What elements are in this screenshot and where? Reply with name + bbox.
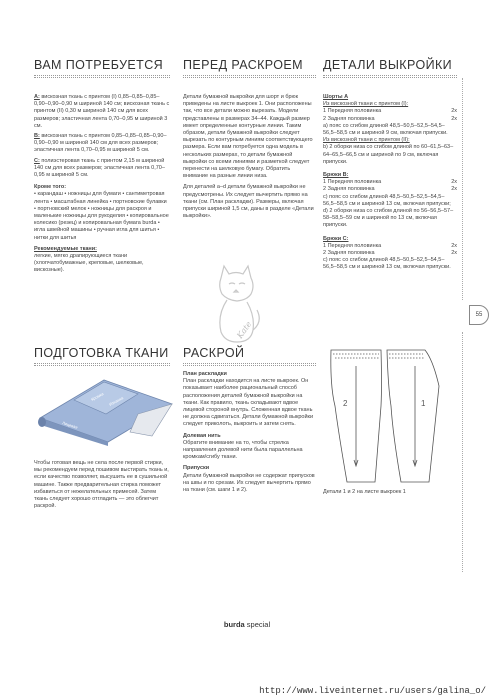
- trousers-b-c: c) пояс со сгибом длиной 48,5–50,5–52,5–54,5–56,5–58,5 см и шириной 13 см, включая припуски;: [323, 193, 451, 207]
- needs-section: [34, 58, 170, 275]
- besides-title: Кроме того:: [34, 184, 67, 191]
- shorts-a: a) пояс со сгибом длиной 48,5–50,5–52,5–54,5–56,5–58,5 см и шириной 9 см, включая припуски.: [323, 122, 448, 137]
- trousers-c-c: c) пояс со сгибом длиной 48,5–50,5–52,5–54,5–56,5–58,5 см и шириной 13 см, включая припуски.: [323, 257, 451, 271]
- detail-row: 2 Задняя половинка 2x: [323, 115, 457, 122]
- side-divider: [462, 78, 463, 300]
- before-title: ПЕРЕД РАСКРОЕМ: [183, 58, 303, 72]
- detail-row: 2 Задняя половинка 2x: [323, 186, 457, 193]
- detail-row: 1 Передняя половинка 2x: [323, 108, 457, 115]
- grain-title: Долевая нить: [183, 432, 221, 439]
- needs-title: ВАМ ПОТРЕБУЕТСЯ: [34, 58, 164, 72]
- shorts-b: b) 2 оборки низа со сгибом длиной по 60–61,5–63–64–65,5–66,5 см и шириной по 9 см, включая припуски.: [323, 144, 454, 165]
- pattern-caption: Детали 1 и 2 на листе выкроек 1: [323, 489, 406, 495]
- shorts-fabric2: Из вискозной ткани с принтом (II):: [323, 137, 410, 144]
- side-divider: [462, 332, 463, 572]
- trousers-b-d: d) 2 оборки низа со сгибом длиной по 56–56,5–57–58–58,5–59 см и шириной по 13 см, включая припуски.: [323, 208, 454, 229]
- cutting-section: [183, 346, 316, 494]
- detail-row: 2 Задняя половинка 2x: [323, 250, 457, 257]
- allowance-text: Детали бумажной выкройки не содержат припусков на швы и по срезам. Их следует вычертить прямо на ткани (см. шаги 1 и 2).: [183, 472, 315, 494]
- fabric-illustration: [34, 374, 178, 446]
- label-right-side: Лицевая: [61, 420, 79, 430]
- fabric-prep-title: ПОДГОТОВКА ТКАНИ: [34, 346, 169, 360]
- title-rule: [34, 363, 170, 366]
- details-title: ДЕТАЛИ ВЫКРОЙКИ: [323, 58, 453, 72]
- fabrics-title: Рекомендуемые ткани:: [34, 245, 97, 252]
- plan-title: План раскладки: [183, 371, 227, 377]
- cutting-title: РАСКРОЙ: [183, 346, 245, 360]
- needs-item-b: B: вискозная ткань с принтом 0,85–0,85–0,85–0,90–0,90–0,90 м шириной 140 см для всех размеров; эластичная лента 0,70–0,95 м шириной 5 см.: [34, 133, 167, 154]
- before-section: [183, 58, 316, 223]
- fabric-prep-section: [34, 346, 170, 366]
- detail-row: 1 Передняя половинка 2x: [323, 179, 457, 186]
- svg-text:Kate: Kate: [235, 319, 254, 341]
- title-rule: [183, 75, 316, 78]
- shorts-title: Шорты A: [323, 94, 349, 100]
- footer-brand: burda special: [223, 620, 271, 629]
- piece-2-number: 2: [343, 399, 348, 408]
- front-piece-outline: [387, 350, 439, 482]
- plan-text: План раскладки находится на листе выкроек. Он показывает наиболее рациональный способ расположения деталей бумажной выкройки на ткани. Как правило, ткань складывают вдвое лицевой стороной внутрь. Сложенная вдвое ткань не должна сдвигаться. Детали бумажной выкройки следует приколоть, выкроить и затем снять.: [183, 378, 314, 428]
- needs-item-a: A: вискозная ткань с принтом (I) 0,85–0,85–0,85–0,90–0,90–0,90 м шириной 140 см; вискозная ткань с принтом (II) 0,30 м шириной 140 см для всех размеров; эластичная лента 0,70–0,95 м шириной 3 см.: [34, 94, 170, 129]
- fabric-prep-text: Чтобы готовая вещь не села после первой стирки, мы рекомендуем перед пошивом выстирать ткань и, если качество позволяет, высушить ее в сушильной машине. Также предварительная стирка поможет избавиться от нежелательных примесей. Затем ткань следует хорошо отгладить — это облегчит раскрой.: [34, 460, 169, 510]
- cat-watermark-logo: [207, 260, 265, 346]
- title-rule: [323, 75, 457, 78]
- title-rule: [34, 75, 170, 78]
- trousers-b-title: Брюки B:: [323, 172, 349, 179]
- grain-text: Обратите внимание на то, чтобы стрелка направления долевой нити была параллельна кромкам/сгибу ткани.: [183, 439, 303, 461]
- besides-list: • карандаш • ножницы для бумаги • сантиметровая лента • масштабная линейка • портновские булавки • портновский мелок • ножницы для раскроя и маленькие ножницы для рукоделия • копировальное колесико (резец) и копировальная бумага burda • игла швейной машины • ручная игла для шитья • нитки для шитья: [34, 191, 169, 241]
- trousers-c-title: Брюки C:: [323, 235, 349, 242]
- fabrics-text: легкие, мягко драпирующиеся ткани (хлопчатобумажные, креповые, шелковые, вискозные).: [34, 253, 144, 274]
- shorts-fabric1: Из вискозной ткани с принтом (I):: [323, 101, 409, 108]
- page-number: 55: [469, 305, 489, 325]
- detail-row: 1 Передняя половинка 2x: [323, 242, 457, 249]
- label-wrong-side: Изнанка: [108, 395, 125, 407]
- title-rule: [183, 363, 316, 366]
- label-selvage: Кромки: [90, 391, 105, 402]
- piece-1-number: 1: [421, 399, 426, 408]
- source-url[interactable]: http://www.liveinternet.ru/users/galina_o/: [259, 686, 486, 696]
- before-text-1: Детали бумажной выкройки для шорт и брюк приведены на листе выкроек 1. Они расположены так, что все детали можно вырезать. Модели представлены в размерах 34–44. Каждый размер имеет определенные контурные линии. Таким образом, детали бумажной выкройки следует вырезать по контурным линиям соответствующего размера. Если вам потребуется одна модель в нескольких размерах, то детали бумажной выкройки со всеми линиями и разметкой следует перенести на шелковую бумагу. Обратить внимание на разные линии низа.: [183, 94, 313, 180]
- pattern-pieces-diagram: [325, 346, 445, 484]
- details-section: [323, 58, 457, 272]
- needs-item-c: C: полиэстеровая ткань с принтом 2,15 м шириной 140 см для всех размеров; эластичная лента 0,70–0,95 м шириной 5 см.: [34, 157, 165, 179]
- allowance-title: Припуски: [183, 465, 210, 472]
- before-text-2: Для деталей a–d детали бумажной выкройки не предусмотрены. Их следует вычертить прямо на ткани (см. План раскладки). Размеры, включая припуски шириной 1,5 см, даны в разделе «Детали выкройки».: [183, 184, 314, 220]
